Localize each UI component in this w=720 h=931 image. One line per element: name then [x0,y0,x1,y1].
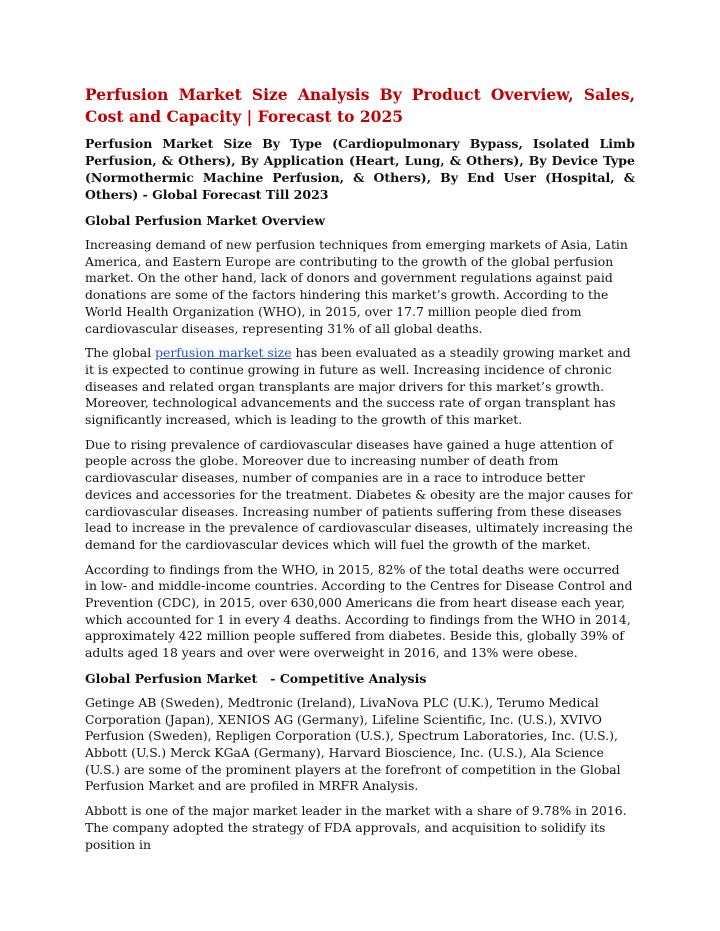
document-title: Perfusion Market Size Analysis By Product Overview, Sales, Cost and Capacity | Forecast to 2025 [85,85,635,126]
competitive-paragraph-1: Getinge AB (Sweden), Medtronic (Ireland), LivaNova PLC (U.K.), Terumo Medical Corporation (Japan), XENIOS AG (Germany), Lifeline Scientific, Inc. (U.S.), XVIVO Perfusion (Sweden), Repligen Corporation (U.S.), Spectrum Laboratories, Inc. (U.S.), Abbott (U.S.) Merck KGaA (Germany), Harvard Bioscience, Inc. (U.S.), Ala Science (U.S.) are some of the prominent players at the forefront of competition in the Global Perfusion Market and are profiled in MRFR Analysis. [85,694,621,794]
perfusion-market-size-link[interactable]: perfusion market size [155,345,292,361]
overview-paragraph-2 [85,345,635,429]
competitive-paragraph-2: Abbott is one of the major market leader in the market with a share of 9.78% in 2016. The company adopted the strategy of FDA approvals, and acquisition to solidify its position in [85,803,627,852]
paragraph-text: The global [85,345,156,361]
overview-paragraph-3: Due to rising prevalence of cardiovascular diseases have gained a huge attention of people across the globe. Moreover due to increasing number of death from cardiovascular diseases, number of companies are in a race to introduce better devices and accessories for the treatment. Diabetes & obesity are the major causes for cardiovascular diseases. Increasing number of patients suffering from these diseases lead to increase in the prevalence of cardiovascular diseases, ultimately increasing the demand for the cardiovascular devices which will fuel the growth of the market. [85,436,633,552]
overview-paragraph-4: According to findings from the WHO, in 2015, 82% of the total deaths were occurred in low- and middle-income countries. According to the Centres for Disease Control and Prevention (CDC), in 2015, over 630,000 Americans die from heart disease each year, which accounted for 1 in every 4 deaths. According to findings from the WHO in 2014, approximately 422 million people suffered from diabetes. Beside this, globally 39% of adults aged 18 years and over were overweight in 2016, and 13% were obese. [85,561,633,661]
competitive-heading: Global Perfusion Market - Competitive Analysis [85,670,427,686]
overview-paragraph-1: Increasing demand of new perfusion techniques from emerging markets of Asia, Latin America, and Eastern Europe are contributing to the growth of the global perfusion market. On the other hand, lack of donors and government regulations against paid donations are some of the factors hindering this market’s growth. According to the World Health Organization (WHO), in 2015, over 17.7 million people died from cardiovascular diseases, representing 31% of all global deaths. [85,237,628,336]
overview-heading: Global Perfusion Market Overview [85,213,326,228]
document-subtitle: Perfusion Market Size By Type (Cardiopulmonary Bypass, Isolated Limb Perfusion, & Others), By Application (Heart, Lung, & Others), By Device Type (Normothermic Machine Perfusion, & Others), By End User (Hospital, & Others) - Global Forecast Till 2023 [85,136,635,202]
document-page [85,84,635,861]
paragraph-text: has been evaluated as a steadily growing market and it is expected to continue growing in future as well. Increasing incidence of chronic diseases and related organ transplants are major drivers for this market’s growth. Moreover, technological advancements and the success rate of organ transplant has significantly increased, which is leading to the growth of this market. [85,345,631,428]
